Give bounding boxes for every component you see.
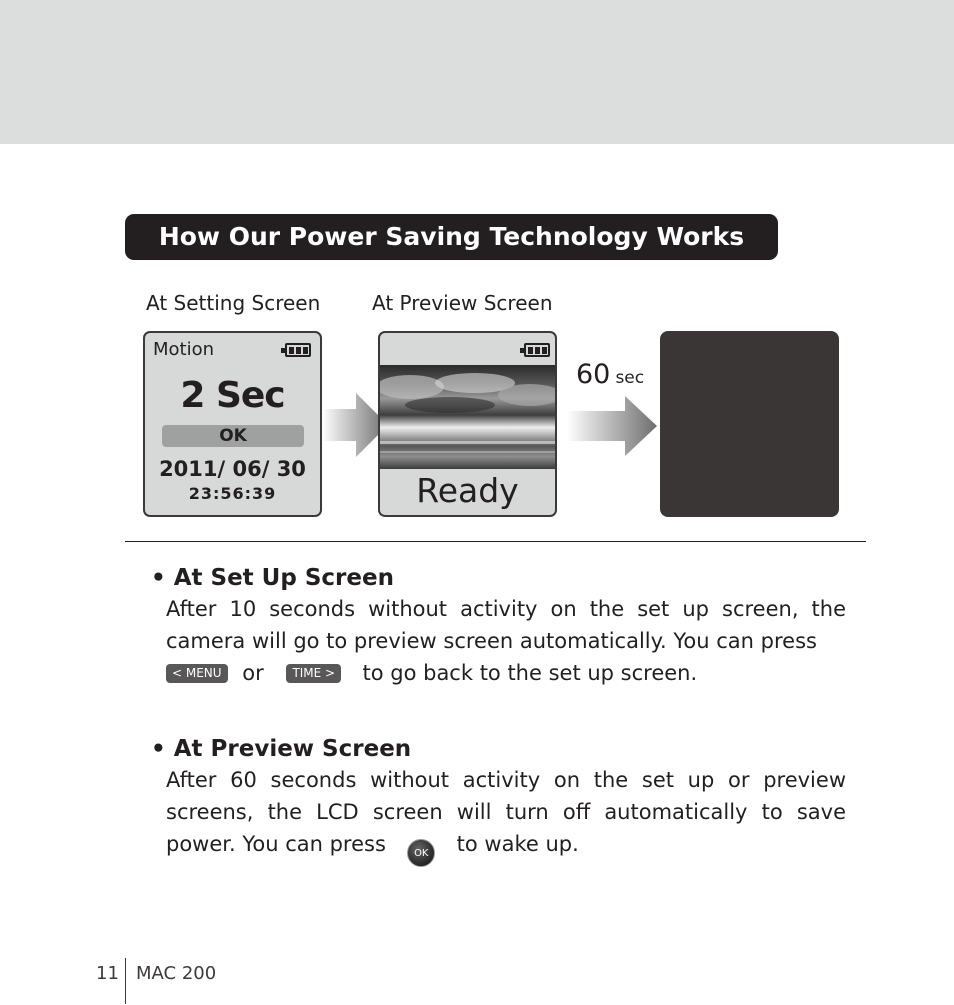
setting-screen-lcd bbox=[143, 331, 322, 517]
battery-icon bbox=[285, 343, 311, 357]
body-text: to go back to the set up screen. bbox=[362, 661, 698, 685]
heading-text: At Preview Screen bbox=[173, 736, 412, 762]
body-text: to wake up. bbox=[456, 832, 579, 856]
battery-icon bbox=[524, 343, 550, 357]
body-text: power. You can press bbox=[166, 832, 386, 856]
page-number: 11 bbox=[96, 963, 119, 984]
heading-text: At Set Up Screen bbox=[173, 565, 394, 591]
delay-label bbox=[576, 359, 644, 390]
footer-divider bbox=[125, 958, 126, 1004]
screen-off-lcd bbox=[660, 331, 839, 517]
delay-unit: sec bbox=[615, 368, 645, 388]
section-title: How Our Power Saving Technology Works bbox=[125, 214, 778, 260]
ok-button-icon: OK bbox=[407, 839, 435, 867]
body-line: After 60 seconds without activity on the set up or preview bbox=[166, 768, 846, 792]
body-line bbox=[151, 828, 851, 867]
body-line bbox=[151, 657, 851, 689]
caption-preview-screen: At Preview Screen bbox=[372, 291, 553, 315]
delay-value: 60 bbox=[576, 359, 611, 390]
menu-button-icon: < MENU bbox=[166, 664, 228, 683]
cloud-sky-image bbox=[380, 365, 555, 469]
body-line: screens, the LCD screen will turn off automatically to save bbox=[166, 800, 846, 824]
bullet: • bbox=[151, 565, 166, 591]
setup-screen-section bbox=[151, 563, 851, 689]
top-band bbox=[0, 0, 954, 144]
preview-screen-lcd bbox=[378, 331, 557, 517]
model-name: MAC 200 bbox=[136, 963, 217, 984]
interval-value: 2 Sec bbox=[180, 375, 285, 416]
arrow-right-icon bbox=[567, 396, 657, 456]
preview-screen-heading bbox=[151, 734, 851, 764]
time-button-icon: TIME > bbox=[286, 664, 341, 683]
ok-bar: OK bbox=[162, 425, 304, 447]
preview-screen-section bbox=[151, 734, 851, 867]
caption-setting-screen: At Setting Screen bbox=[146, 291, 321, 315]
divider bbox=[125, 541, 866, 542]
date-readout: 2011/ 06/ 30 bbox=[159, 457, 306, 481]
preview-photo bbox=[380, 365, 555, 469]
body-line: After 10 seconds without activity on the set up screen, the bbox=[166, 597, 846, 621]
mode-label: Motion bbox=[153, 339, 215, 360]
bullet: • bbox=[151, 736, 166, 762]
time-readout: 23:56:39 bbox=[188, 484, 277, 503]
or-text: or bbox=[242, 661, 264, 685]
ready-status: Ready bbox=[416, 471, 519, 510]
body-line: camera will go to preview screen automatically. You can press bbox=[166, 629, 817, 653]
setup-screen-heading bbox=[151, 563, 851, 593]
